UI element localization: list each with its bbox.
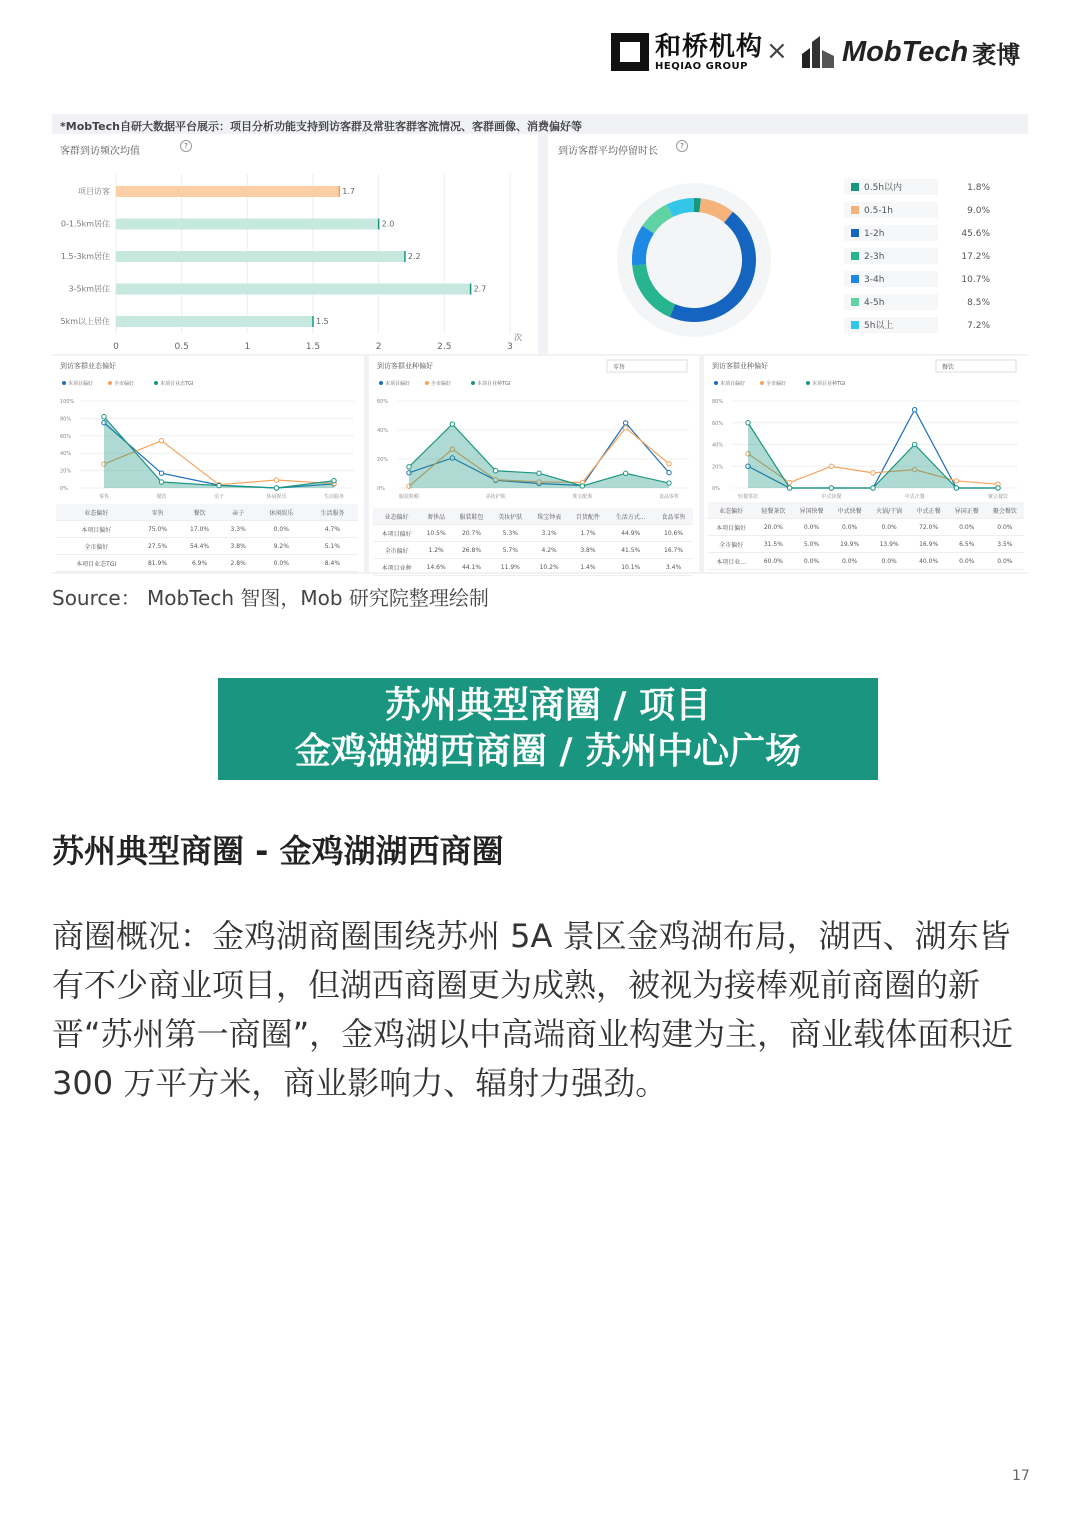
table-cell: 珠宝钟表 <box>530 508 569 525</box>
section-heading: 苏州典型商圈 - 金鸡湖湖西商圈 <box>52 832 504 870</box>
series-point <box>274 478 278 482</box>
axis-unit-label: 次 <box>514 333 522 342</box>
legend-marker <box>62 381 66 385</box>
sub-panel-title: 到访客群业种偏好 <box>712 362 768 370</box>
series-line <box>748 423 998 488</box>
data-label: 2.0 <box>381 219 395 229</box>
legend-swatch <box>851 275 859 283</box>
table-cell: 中式快餐 <box>831 502 869 519</box>
table-cell: 2.8% <box>221 555 256 572</box>
body-paragraph: 商圈概况：金鸡湖商圈围绕苏州 5A 景区金鸡湖布局，湖西、湖东皆有不少商业项目，但湖西商圈更为成熟，被视为接棒观前商圈的新晋“苏州第一商圈”，金鸡湖以中高端商业构建为主，商业载体面积近 300 万平方米，商业影响力、辐射力强劲。 <box>52 917 1014 1102</box>
table-cell: 41.5% <box>607 542 654 559</box>
series-point <box>667 481 671 485</box>
table-cell: 业态偏好 <box>56 504 136 521</box>
bar <box>116 251 405 262</box>
legend-label: 本项目偏好 <box>385 381 411 387</box>
area-fill <box>748 423 998 488</box>
legend-label: 4-5h <box>864 298 885 308</box>
series-point <box>954 479 958 483</box>
mobtech-logo-cn: 袤博 <box>972 40 1021 69</box>
table-cell: 食品零售 <box>654 508 693 525</box>
dwell-panel-title: 到访客群平均停留时长 <box>558 146 658 157</box>
y-tick-label: 0% <box>60 486 68 492</box>
table-cell: 9.2% <box>256 538 307 555</box>
x-tick-label: 轻餐茶饮 <box>737 494 759 500</box>
table-cell: 13.9% <box>869 536 910 553</box>
table-row <box>373 542 693 559</box>
table-cell: 4.2% <box>530 542 569 559</box>
table-cell: 0.0% <box>831 519 869 536</box>
series-point <box>912 442 916 446</box>
legend-value: 7.2% <box>967 321 990 331</box>
table-cell: 14.6% <box>420 559 452 576</box>
table-cell: 0.0% <box>948 553 986 570</box>
table-cell: 60.0% <box>754 553 792 570</box>
bar <box>116 284 471 295</box>
table-cell: 5.3% <box>491 525 530 542</box>
legend-value: 10.7% <box>961 275 990 285</box>
table-cell: 0.0% <box>869 519 910 536</box>
table-row <box>56 538 358 555</box>
table-cell: 3.3% <box>221 521 256 538</box>
table-row <box>56 555 358 572</box>
x-tick-label: 珠宝配饰 <box>572 494 593 500</box>
table-cell: 零售 <box>136 504 178 521</box>
table-cell: 10.1% <box>607 559 654 576</box>
series-point <box>102 415 106 419</box>
table-cell: 本项目偏好 <box>373 525 420 542</box>
category-label: 5km以上居住 <box>60 317 110 326</box>
table-row <box>56 504 358 521</box>
series-point <box>623 421 627 425</box>
table-cell: 81.9% <box>136 555 178 572</box>
source-note: Source： MobTech 智图，Mob 研究院整理绘制 <box>52 586 489 610</box>
x-tick-label: 中式快餐 <box>821 494 842 500</box>
freq-panel-title: 客群到访频次均值 <box>60 146 140 157</box>
series-point <box>787 486 791 490</box>
legend-label: 5h以上 <box>864 321 894 331</box>
dwell-donut-chart <box>548 134 1028 354</box>
series-point <box>332 478 336 482</box>
x-tick-label: 1.5 <box>305 342 321 352</box>
y-tick-label: 60% <box>377 399 389 405</box>
data-label: 1.5 <box>316 317 329 326</box>
x-tick-label: 中式正餐 <box>904 494 925 500</box>
table-cell: 亲子 <box>221 504 256 521</box>
table-cell: 54.4% <box>179 538 221 555</box>
y-tick-label: 20% <box>377 457 389 463</box>
donut-slice <box>670 205 694 211</box>
sub-panel-1 <box>52 356 364 572</box>
legend-label: 3-4h <box>864 275 885 285</box>
x-tick-label: 2.5 <box>437 342 452 352</box>
x-tick-label: 休闲娱乐 <box>266 494 287 500</box>
y-tick-label: 20% <box>60 468 72 475</box>
table-cell: 0.0% <box>831 553 869 570</box>
sub1-table <box>56 504 358 572</box>
table-cell: 异国快餐 <box>792 502 830 519</box>
legend-swatch <box>851 183 859 191</box>
series-point <box>217 483 221 487</box>
table-row <box>708 553 1024 570</box>
legend-label: 本项目业态TGI <box>160 381 194 387</box>
table-row <box>373 559 693 576</box>
table-cell: 0.0% <box>256 555 307 572</box>
freq-bar-chart <box>52 134 538 354</box>
legend-marker <box>760 381 764 385</box>
legend-swatch <box>851 298 859 306</box>
category-label: 0-1.5km居住 <box>60 219 110 229</box>
table-cell: 本项目业态TGI <box>56 555 136 572</box>
table-cell: 16.7% <box>654 542 693 559</box>
table-cell: 美妆护肤 <box>491 508 530 525</box>
table-cell: 0.0% <box>986 519 1024 536</box>
table-cell: 本项目偏好 <box>56 521 136 538</box>
table-cell: 72.0% <box>910 519 948 536</box>
legend-value: 9.0% <box>967 206 990 216</box>
select-value: 餐饮 <box>942 364 955 371</box>
table-cell: 生活方式... <box>607 508 654 525</box>
table-cell: 全市偏好 <box>708 536 754 553</box>
legend-label: 0.5h以内 <box>864 183 903 193</box>
series-point <box>450 422 454 426</box>
y-tick-label: 40% <box>377 428 389 434</box>
banner-line-2: 金鸡湖湖西商圈 / 苏州中心广场 <box>294 731 802 772</box>
table-cell: 业态偏好 <box>708 502 754 519</box>
table-cell: 业态偏好 <box>373 508 420 525</box>
y-tick-label: 20% <box>712 464 724 471</box>
legend-label: 0.5-1h <box>864 206 893 216</box>
table-cell: 19.9% <box>831 536 869 553</box>
bar <box>116 316 313 327</box>
series-point <box>871 486 875 490</box>
category-label: 1.5-3km居住 <box>60 252 110 261</box>
heqiao-logo-en: HEQIAO GROUP <box>655 61 749 72</box>
series-point <box>537 471 541 475</box>
series-point <box>493 469 497 473</box>
series-point <box>580 484 584 488</box>
table-cell: 0.0% <box>792 553 830 570</box>
table-cell: 火锅/干锅 <box>869 502 910 519</box>
legend-marker <box>379 381 383 385</box>
table-row <box>56 521 358 538</box>
series-point <box>996 486 1000 490</box>
table-cell: 3.4% <box>654 559 693 576</box>
table-cell: 3.8% <box>569 542 608 559</box>
legend-label: 全市偏好 <box>114 381 135 387</box>
heqiao-logo-cn: 和桥机构 <box>655 32 764 62</box>
sub1-line-chart <box>52 356 364 501</box>
series-point <box>954 486 958 490</box>
table-cell: 3.5% <box>986 536 1024 553</box>
legend-value: 8.5% <box>967 298 990 308</box>
x-tick-label: 聚会餐饮 <box>987 494 1009 500</box>
data-label: 2.7 <box>473 284 487 294</box>
table-cell: 5.7% <box>491 542 530 559</box>
table-cell: 10.2% <box>530 559 569 576</box>
series-point <box>746 421 750 425</box>
legend-marker <box>714 381 718 385</box>
table-cell: 1.2% <box>420 542 452 559</box>
series-point <box>623 471 627 475</box>
table-cell: 3.8% <box>221 538 256 555</box>
x-tick-label: 零售 <box>98 494 110 500</box>
series-point <box>159 471 163 475</box>
y-tick-label: 80% <box>60 416 72 423</box>
data-label: 1.7 <box>342 187 356 196</box>
table-cell: 8.4% <box>307 555 358 572</box>
y-tick-label: 0% <box>377 486 385 492</box>
table-cell: 聚会餐饮 <box>986 502 1024 519</box>
dwell-panel <box>548 134 1028 354</box>
table-cell: 5.1% <box>307 538 358 555</box>
bar <box>116 186 339 197</box>
table-cell: 44.1% <box>452 559 491 576</box>
table-row <box>373 508 693 525</box>
table-cell: 中式正餐 <box>910 502 948 519</box>
category-label: 项目访客 <box>78 187 110 196</box>
table-cell: 75.0% <box>136 521 178 538</box>
table-cell: 异国正餐 <box>948 502 986 519</box>
series-point <box>667 462 671 466</box>
table-cell: 本项目偏好 <box>708 519 754 536</box>
bar <box>116 219 379 230</box>
y-tick-label: 0% <box>712 486 720 492</box>
x-tick-label: 餐饮 <box>156 494 167 500</box>
help-icon[interactable]: ? <box>180 140 192 152</box>
table-cell: 20.0% <box>754 519 792 536</box>
table-cell: 1.7% <box>569 525 608 542</box>
legend-swatch <box>851 252 859 260</box>
series-point <box>829 464 833 468</box>
legend-label: 2-3h <box>864 252 885 262</box>
help-icon[interactable]: ? <box>676 140 688 152</box>
legend-swatch <box>851 229 859 237</box>
table-cell: 休闲娱乐 <box>256 504 307 521</box>
legend-value: 1.8% <box>967 183 990 193</box>
table-cell: 百货配件 <box>569 508 608 525</box>
table-cell: 27.5% <box>136 538 178 555</box>
sub3-line-chart <box>704 356 1028 501</box>
heqiao-logo-mark <box>611 33 649 71</box>
table-cell: 5.0% <box>792 536 830 553</box>
heqiao-logo <box>611 33 763 73</box>
sub-panel-2 <box>369 356 699 572</box>
table-cell: 生活服务 <box>307 504 358 521</box>
table-cell: 20.7% <box>452 525 491 542</box>
legend-swatch <box>851 321 859 329</box>
x-tick-label: 生活服务 <box>323 494 345 500</box>
table-row <box>708 502 1024 519</box>
legend-marker <box>806 381 810 385</box>
mobtech-logo-text: MobTech <box>842 35 969 68</box>
series-point <box>667 470 671 474</box>
table-cell: 1.4% <box>569 559 608 576</box>
legend-marker <box>154 381 158 385</box>
series-point <box>912 408 916 412</box>
sub-panel-3 <box>704 356 1028 572</box>
y-tick-label: 40% <box>60 451 72 458</box>
table-cell: 40.0% <box>910 553 948 570</box>
freq-panel <box>52 134 538 354</box>
table-cell: 全市偏好 <box>373 542 420 559</box>
table-cell: 本项目业种 <box>373 559 420 576</box>
legend-label: 本项目偏好 <box>720 381 746 387</box>
logo-cross: × <box>766 36 788 66</box>
table-cell: 轻餐茶饮 <box>754 502 792 519</box>
table-cell: 0.0% <box>792 519 830 536</box>
series-point <box>787 480 791 484</box>
table-cell: 0.0% <box>986 553 1024 570</box>
x-tick-label: 食品零售 <box>658 494 680 500</box>
table-cell: 本项目业... <box>708 553 754 570</box>
series-point <box>829 486 833 490</box>
x-tick-label: 亲子 <box>213 494 225 500</box>
sub2-line-chart <box>369 356 699 506</box>
sub2-table <box>373 508 693 576</box>
series-point <box>407 465 411 469</box>
legend-swatch <box>851 206 859 214</box>
legend-value: 17.2% <box>961 252 990 262</box>
table-cell: 6.5% <box>948 536 986 553</box>
series-point <box>159 480 163 484</box>
mobtech-logo-mark <box>800 34 836 70</box>
table-cell: 奢侈品 <box>420 508 452 525</box>
dashboard-title: *MobTech自研大数据平台展示：项目分析功能支持到访客群及常驻客群客流情况、客群画像、消费偏好等 <box>60 120 582 133</box>
legend-marker <box>108 381 112 385</box>
series-line <box>748 454 998 484</box>
page-number: 17 <box>1012 1468 1030 1484</box>
table-cell: 全市偏好 <box>56 538 136 555</box>
x-tick-label: 2 <box>375 342 382 352</box>
legend-marker <box>471 381 475 385</box>
x-tick-label: 1 <box>244 342 251 352</box>
table-row <box>373 525 693 542</box>
table-cell: 11.9% <box>491 559 530 576</box>
table-cell: 6.9% <box>179 555 221 572</box>
legend-label: 本项目业种TGI <box>812 381 846 387</box>
y-tick-label: 100% <box>60 399 75 405</box>
table-cell: 31.5% <box>754 536 792 553</box>
sub-panel-title: 到访客群业种偏好 <box>377 362 433 370</box>
table-row <box>708 519 1024 536</box>
table-cell: 0.0% <box>256 521 307 538</box>
area-fill <box>409 424 669 488</box>
select-value: 零售 <box>613 364 626 371</box>
legend-label: 本项目偏好 <box>68 381 94 387</box>
table-cell: 服装鞋包 <box>452 508 491 525</box>
table-cell: 44.9% <box>607 525 654 542</box>
category-label: 3-5km居住 <box>68 284 110 294</box>
y-tick-label: 40% <box>712 442 724 449</box>
x-tick-label: 0 <box>113 342 119 352</box>
table-cell: 0.0% <box>948 519 986 536</box>
legend-label: 1-2h <box>864 229 885 239</box>
y-tick-label: 60% <box>60 433 72 440</box>
x-tick-label: 服装鞋帽 <box>398 494 420 500</box>
series-line <box>748 410 998 488</box>
table-row <box>708 536 1024 553</box>
table-cell: 10.5% <box>420 525 452 542</box>
section-banner <box>218 678 878 780</box>
legend-label: 全市偏好 <box>766 381 787 387</box>
table-cell: 3.1% <box>530 525 569 542</box>
table-cell: 0.0% <box>869 553 910 570</box>
table-cell: 26.8% <box>452 542 491 559</box>
series-point <box>871 471 875 475</box>
series-point <box>623 426 627 430</box>
series-point <box>274 486 278 490</box>
y-tick-label: 80% <box>712 399 724 405</box>
table-cell: 10.6% <box>654 525 693 542</box>
table-cell: 17.0% <box>179 521 221 538</box>
x-tick-label: 3 <box>507 342 513 352</box>
legend-label: 本项目业种TGI <box>477 381 511 387</box>
sub-panel-title: 到访客群业态偏好 <box>60 362 116 370</box>
y-tick-label: 60% <box>712 420 724 427</box>
table-cell: 16.9% <box>910 536 948 553</box>
legend-marker <box>425 381 429 385</box>
x-tick-label: 美妆护肤 <box>485 494 506 500</box>
table-cell: 餐饮 <box>179 504 221 521</box>
banner-line-1: 苏州典型商圈 / 项目 <box>384 685 712 726</box>
legend-value: 45.6% <box>961 229 990 239</box>
sub3-table <box>708 502 1024 570</box>
mobtech-logo <box>800 34 1020 70</box>
table-cell: 4.7% <box>307 521 358 538</box>
data-label: 2.2 <box>407 252 421 261</box>
x-tick-label: 0.5 <box>174 342 189 352</box>
series-point <box>159 438 163 442</box>
legend-label: 全市偏好 <box>431 381 452 387</box>
